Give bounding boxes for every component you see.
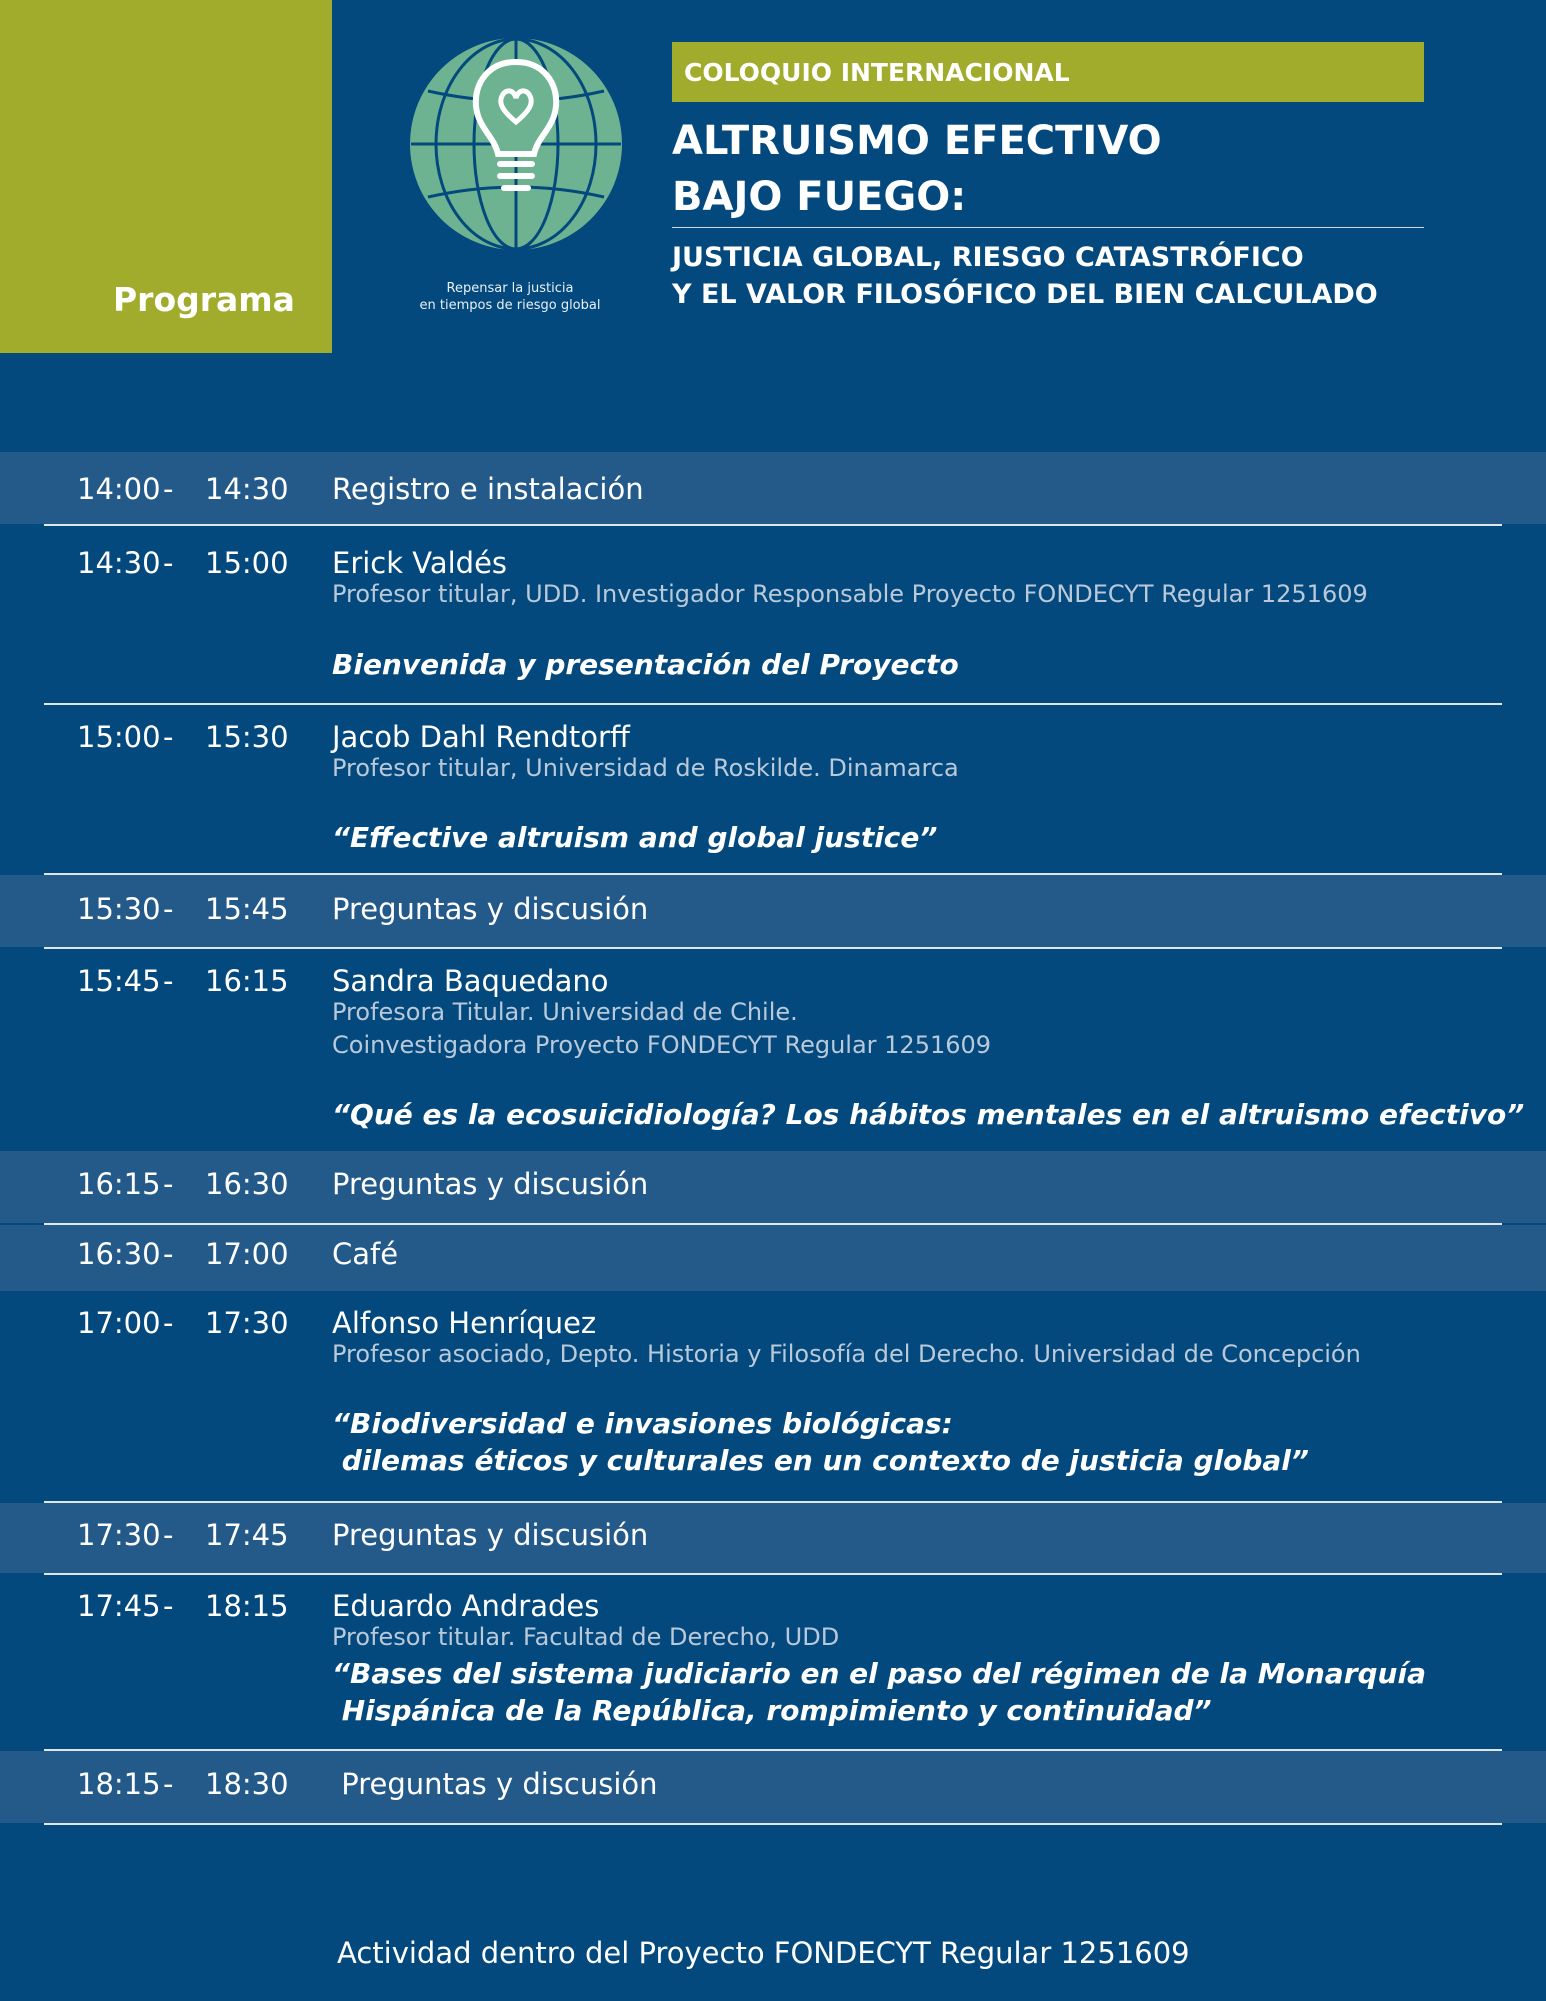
end-time: 15:30 <box>205 720 289 754</box>
time-separator: - <box>163 1589 174 1623</box>
event-type-banner <box>672 42 1424 102</box>
schedule-row <box>0 1751 1546 1823</box>
schedule-row <box>0 452 1546 524</box>
speaker-role: Profesor asociado, Depto. Historia y Filosofía del Derecho. Universidad de Concepción <box>332 1340 1361 1368</box>
start-time: 16:30 <box>77 1237 161 1271</box>
speaker-role-2: Coinvestigadora Proyecto FONDECYT Regular 1251609 <box>332 1031 992 1059</box>
end-time: 18:30 <box>205 1767 289 1801</box>
end-time: 16:30 <box>205 1167 289 1201</box>
globe-lightbulb-logo <box>408 36 624 252</box>
subtitle-line-1: JUSTICIA GLOBAL, RIESGO CATASTRÓFICO <box>672 242 1304 273</box>
talk-title: “Biodiversidad e invasiones biológicas: <box>332 1407 953 1440</box>
start-time: 17:30 <box>77 1518 161 1552</box>
event-type-label: COLOQUIO INTERNACIONAL <box>684 57 1070 87</box>
logo-caption-line-1: Repensar la justicia <box>446 281 574 296</box>
speaker-name: Eduardo Andrades <box>332 1589 600 1623</box>
footer-note: Actividad dentro del Proyecto FONDECYT Regular 1251609 <box>337 1936 1190 1970</box>
programa-panel <box>0 0 332 353</box>
session-title: Registro e instalación <box>332 472 644 506</box>
start-time: 18:15 <box>77 1767 161 1801</box>
speaker-name: Erick Valdés <box>332 546 508 580</box>
schedule-row <box>0 526 1546 702</box>
talk-title: Bienvenida y presentación del Proyecto <box>332 648 959 681</box>
start-time: 15:00 <box>77 720 161 754</box>
schedule-row <box>0 1151 1546 1223</box>
talk-title: “Bases del sistema judiciario en el paso del régimen de la Monarquía <box>332 1657 1426 1690</box>
start-time: 15:45 <box>77 964 161 998</box>
logo-caption-line-2: en tiempos de riesgo global <box>419 298 601 313</box>
programa-label: Programa <box>113 280 295 319</box>
session-title: Preguntas y discusión <box>332 1167 649 1201</box>
speaker-role: Profesora Titular. Universidad de Chile. <box>332 998 798 1026</box>
end-time: 17:30 <box>205 1306 289 1340</box>
start-time: 17:00 <box>77 1306 161 1340</box>
event-title <box>672 113 1424 225</box>
time-separator: - <box>163 964 174 998</box>
end-time: 16:15 <box>205 964 289 998</box>
schedule-row <box>0 1575 1546 1749</box>
talk-title: “Effective altruism and global justice” <box>332 821 938 854</box>
time-separator: - <box>163 720 174 754</box>
session-title: Preguntas y discusión <box>332 892 649 926</box>
schedule-row <box>0 705 1546 873</box>
event-subtitle <box>672 239 1472 313</box>
start-time: 17:45 <box>77 1589 161 1623</box>
speaker-name: Sandra Baquedano <box>332 964 609 998</box>
start-time: 14:00 <box>77 472 161 506</box>
time-separator: - <box>163 546 174 580</box>
end-time: 14:30 <box>205 472 289 506</box>
schedule-row <box>0 1225 1546 1291</box>
title-line-1: ALTRUISMO EFECTIVO <box>672 118 1162 164</box>
title-line-2: BAJO FUEGO: <box>672 174 967 220</box>
start-time: 15:30 <box>77 892 161 926</box>
time-separator: - <box>163 1167 174 1201</box>
session-title: Preguntas y discusión <box>332 1518 649 1552</box>
speaker-role: Profesor titular, UDD. Investigador Responsable Proyecto FONDECYT Regular 1251609 <box>332 580 1368 608</box>
row-divider <box>44 1823 1502 1825</box>
title-divider <box>672 227 1424 228</box>
schedule-row <box>0 949 1546 1151</box>
end-time: 17:45 <box>205 1518 289 1552</box>
talk-title: “Qué es la ecosuicidiología? Los hábitos mentales en el altruismo efectivo” <box>332 1098 1525 1131</box>
logo-caption <box>400 280 620 314</box>
speaker-role: Profesor titular, Universidad de Roskilde. Dinamarca <box>332 754 959 782</box>
talk-title-line-2: dilemas éticos y culturales en un contexto de justicia global” <box>332 1444 1309 1477</box>
start-time: 14:30 <box>77 546 161 580</box>
end-time: 15:45 <box>205 892 289 926</box>
time-separator: - <box>163 472 174 506</box>
subtitle-line-2: Y EL VALOR FILOSÓFICO DEL BIEN CALCULADO <box>672 279 1378 310</box>
session-title: Café <box>332 1237 399 1271</box>
schedule-row <box>0 875 1546 947</box>
time-separator: - <box>163 1518 174 1552</box>
schedule-row <box>0 1291 1546 1501</box>
time-separator: - <box>163 1306 174 1340</box>
session-title: Preguntas y discusión <box>332 1767 658 1801</box>
talk-title-line-2: Hispánica de la República, rompimiento y continuidad” <box>332 1694 1212 1727</box>
speaker-role: Profesor titular. Facultad de Derecho, UDD <box>332 1623 840 1651</box>
speaker-name: Jacob Dahl Rendtorff <box>332 720 630 754</box>
time-separator: - <box>163 1767 174 1801</box>
time-separator: - <box>163 1237 174 1271</box>
schedule-row <box>0 1503 1546 1573</box>
start-time: 16:15 <box>77 1167 161 1201</box>
end-time: 17:00 <box>205 1237 289 1271</box>
end-time: 18:15 <box>205 1589 289 1623</box>
time-separator: - <box>163 892 174 926</box>
end-time: 15:00 <box>205 546 289 580</box>
speaker-name: Alfonso Henríquez <box>332 1306 597 1340</box>
